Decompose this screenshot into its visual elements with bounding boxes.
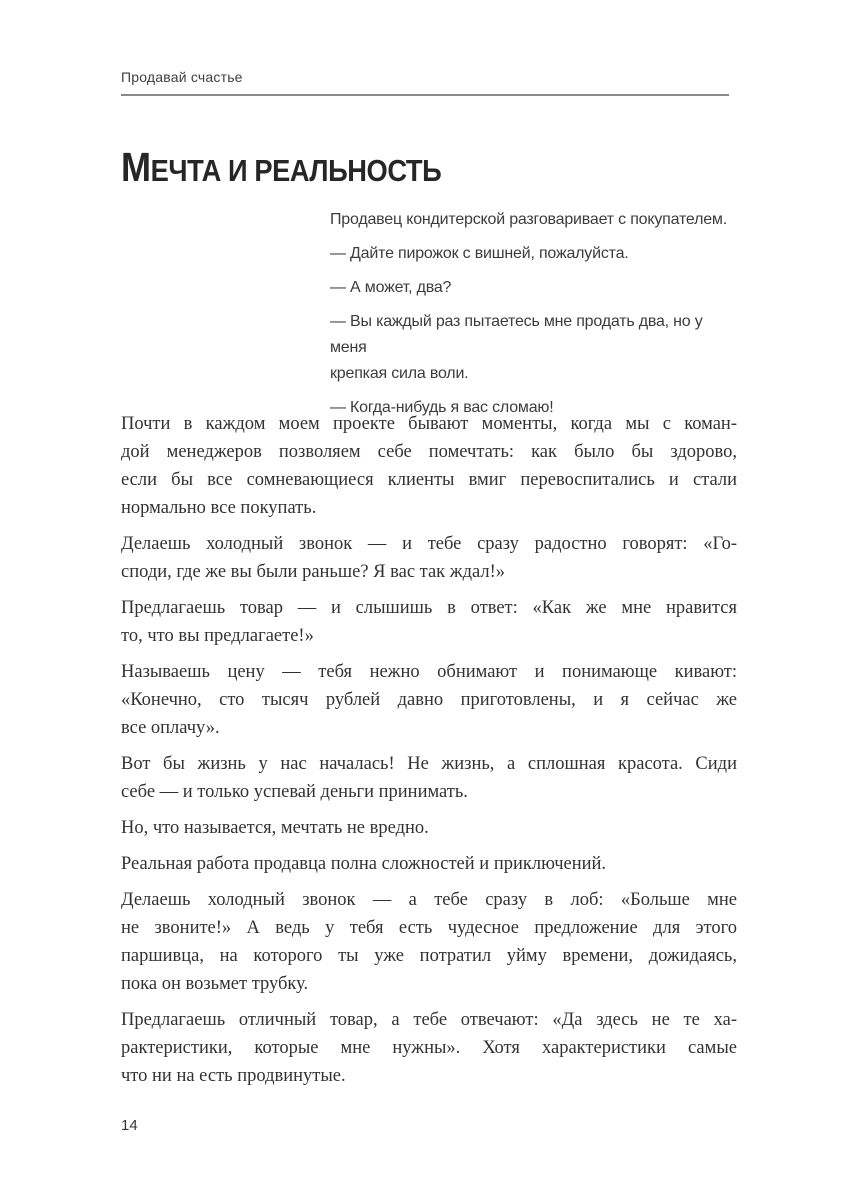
body-line: Реальная работа продавца полна сложностей и приключений. — [121, 854, 607, 874]
epigraph-paragraph — [330, 275, 740, 301]
body-line: не звоните!» А ведь у тебя есть чудесное предложение для этого — [121, 918, 737, 938]
epigraph-line: — Когда-нибудь я вас сломаю! — [330, 399, 554, 416]
epigraph-line: — Дайте пирожок с вишней, пожалуйста. — [330, 245, 629, 262]
body-line: если бы все сомневающиеся клиенты вмиг перевоспитались и стали — [121, 470, 737, 490]
body-paragraph — [121, 658, 737, 742]
body-line: Называешь цену — тебя нежно обнимают и понимающе кивают: — [121, 662, 737, 682]
body-paragraph — [121, 750, 737, 806]
body-line: то, что вы предлагаете!» — [121, 626, 314, 646]
body-line: дой менеджеров позволяем себе помечтать: как было бы здорово, — [121, 442, 737, 462]
body-paragraph — [121, 530, 737, 586]
body-line: что ни на есть продвинутые. — [121, 1066, 346, 1086]
body-line: паршивца, на которого ты уже потратил уйму времени, дожидаясь, — [121, 946, 737, 966]
body-line: рактеристики, которые мне нужны». Хотя характеристики самые — [121, 1038, 737, 1058]
body-line: пока он возьмет трубку. — [121, 974, 309, 994]
body-line: споди, где же вы были раньше? Я вас так ждал!» — [121, 562, 506, 582]
body-line: Но, что называется, мечтать не вредно. — [121, 818, 429, 838]
body-line: Предлагаешь товар — и слышишь в ответ: «Как же мне нравится — [121, 598, 737, 618]
body-paragraph — [121, 594, 737, 650]
body-line: Вот бы жизнь у нас началась! Не жизнь, а сплошная красота. Сиди — [121, 754, 737, 774]
body-line: себе — и только успевай деньги принимать. — [121, 782, 468, 802]
page-number: 14 — [121, 1117, 138, 1134]
epigraph-line: крепкая сила воли. — [330, 365, 469, 382]
body-line: все оплачу». — [121, 718, 220, 738]
epigraph-line: — А может, два? — [330, 279, 452, 296]
epigraph — [330, 207, 740, 429]
body-paragraph — [121, 1006, 737, 1090]
body-line: «Конечно, сто тысяч рублей давно приготовлены, и я сейчас же — [121, 690, 737, 710]
epigraph-paragraph — [330, 241, 740, 267]
chapter-title: МЕЧТА И РЕАЛЬНОСТЬ — [121, 144, 442, 190]
body-paragraph — [121, 850, 737, 878]
body-line: нормально все покупать. — [121, 498, 317, 518]
epigraph-line: — Вы каждый раз пытаетесь мне продать два, но у меня — [330, 313, 703, 356]
body-line: Почти в каждом моем проекте бывают моменты, когда мы с коман- — [121, 414, 737, 434]
running-header: Продавай счастье — [121, 70, 729, 96]
body-paragraph — [121, 410, 737, 522]
epigraph-paragraph — [330, 309, 740, 387]
body-text — [121, 410, 737, 1098]
body-line: Делаешь холодный звонок — а тебе сразу в лоб: «Больше мне — [121, 890, 737, 910]
body-line: Предлагаешь отличный товар, а тебе отвечают: «Да здесь не те ха- — [121, 1010, 737, 1030]
body-paragraph — [121, 814, 737, 842]
epigraph-paragraph — [330, 207, 740, 233]
epigraph-line: Продавец кондитерской разговаривает с покупателем. — [330, 211, 727, 228]
body-line: Делаешь холодный звонок — и тебе сразу радостно говорят: «Го- — [121, 534, 737, 554]
body-paragraph — [121, 886, 737, 998]
